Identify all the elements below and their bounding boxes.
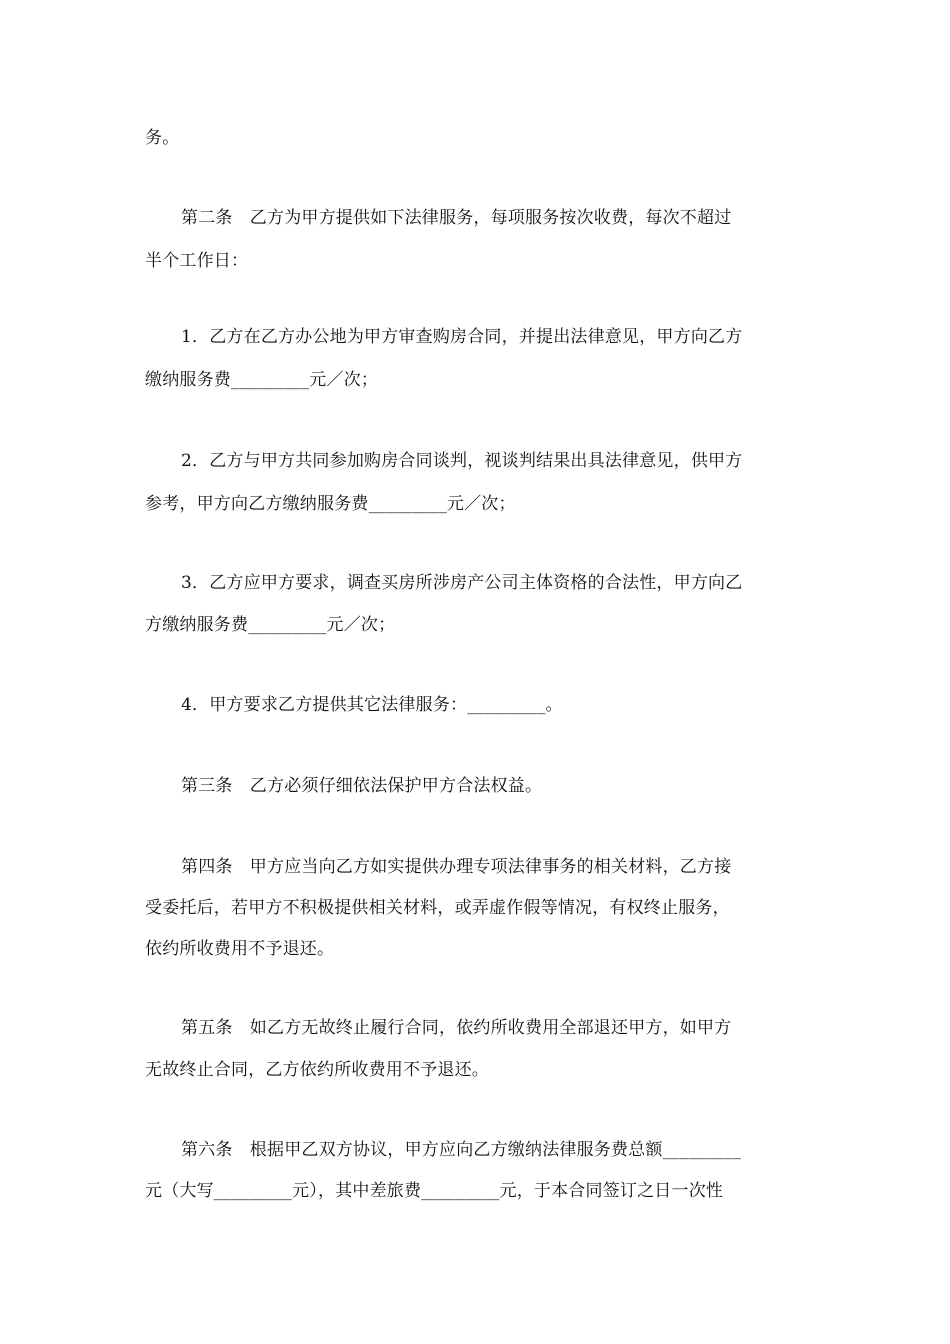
text-line: 无故终止合同，乙方依约所收费用不予退还。: [145, 1060, 489, 1080]
text-line: 缴纳服务费_________元／次；: [145, 370, 379, 390]
article-5-heading-line: 第五条 如乙方无故终止履行合同，依约所收费用全部退还甲方，如甲方: [181, 1018, 732, 1038]
text-line: 受委托后，若甲方不积极提供相关材料，或弄虚作假等情况，有权终止服务，: [145, 898, 730, 918]
item-2-line: 2．乙方与甲方共同参加购房合同谈判，视谈判结果出具法律意见，供甲方: [181, 451, 743, 471]
article-4-heading-line: 第四条 甲方应当向乙方如实提供办理专项法律事务的相关材料，乙方接: [181, 857, 732, 877]
text-line: 方缴纳服务费_________元／次；: [145, 615, 396, 635]
article-3-line: 第三条 乙方必须仔细依法保护甲方合法权益。: [181, 776, 543, 796]
text-line: 元（大写_________元），其中差旅费_________元，于本合同签订之日一次性: [145, 1181, 724, 1201]
text-line: 务。: [145, 128, 180, 148]
article-2-heading-line: 第二条 乙方为甲方提供如下法律服务，每项服务按次收费，每次不超过: [181, 208, 732, 228]
item-4-line: 4．甲方要求乙方提供其它法律服务：_________。: [181, 695, 563, 715]
item-3-line: 3．乙方应甲方要求，调查买房所涉房产公司主体资格的合法性，甲方向乙: [181, 573, 743, 593]
text-line: 半个工作日：: [145, 251, 249, 271]
article-6-heading-line: 第六条 根据甲乙双方协议，甲方应向乙方缴纳法律服务费总额_________: [181, 1140, 741, 1160]
text-line: 参考，甲方向乙方缴纳服务费_________元／次；: [145, 494, 516, 514]
text-line: 依约所收费用不予退还。: [145, 939, 335, 959]
item-1-line: 1．乙方在乙方办公地为甲方审查购房合同，并提出法律意见，甲方向乙方: [181, 327, 743, 347]
